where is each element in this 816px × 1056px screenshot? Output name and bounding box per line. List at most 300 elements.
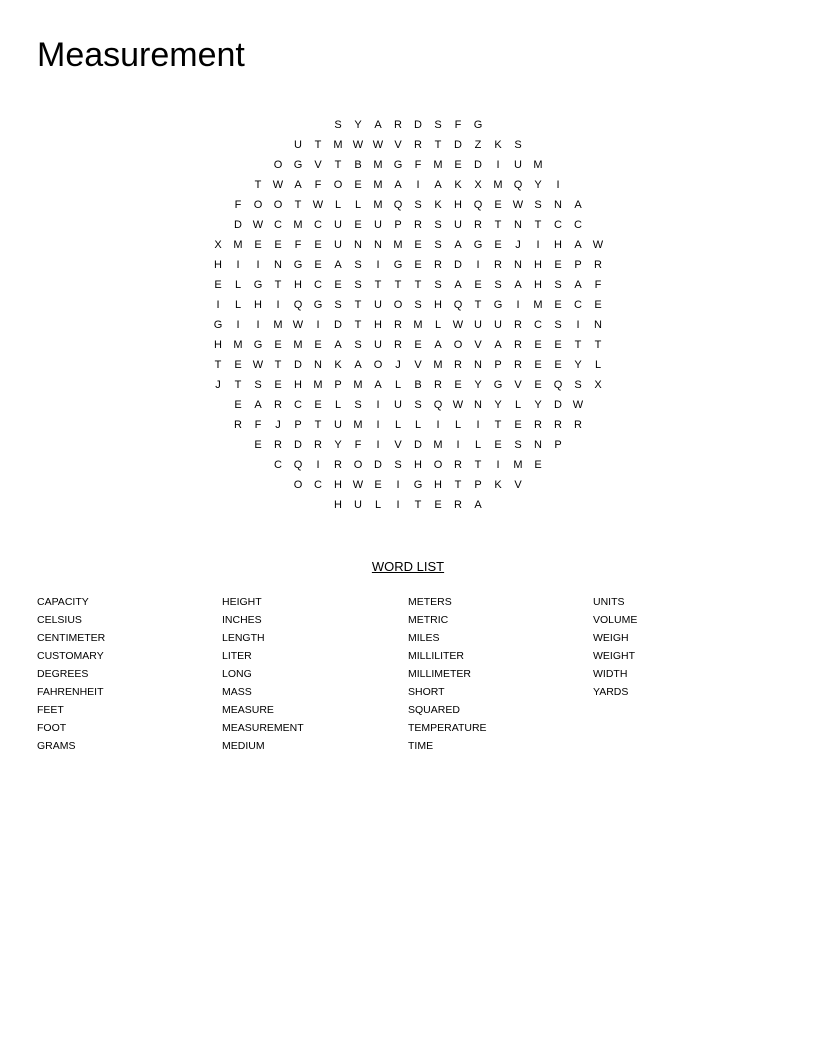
grid-letter: R <box>514 359 522 371</box>
grid-letter: L <box>474 439 482 451</box>
word-list-item: METRIC <box>408 614 449 626</box>
grid-letter: D <box>414 439 422 451</box>
grid-letter: A <box>294 179 302 191</box>
grid-letter: Q <box>453 299 463 311</box>
grid-letter: W <box>572 399 584 411</box>
grid-letter: L <box>234 279 242 291</box>
grid-letter: A <box>334 339 342 351</box>
grid-letter: G <box>253 279 263 291</box>
grid-letter: E <box>594 299 602 311</box>
grid-letter: A <box>574 239 582 251</box>
grid-letter: A <box>514 279 522 291</box>
word-list-column-4 <box>593 593 637 701</box>
word-list-item: SQUARED <box>408 704 460 716</box>
grid-letter: T <box>494 219 502 231</box>
grid-letter: T <box>474 459 482 471</box>
grid-letter: E <box>274 239 282 251</box>
grid-letter: C <box>314 219 322 231</box>
grid-letter: S <box>554 319 562 331</box>
grid-letter: C <box>574 299 582 311</box>
grid-letter: N <box>534 439 542 451</box>
grid-letter: Y <box>334 439 342 451</box>
grid-letter: E <box>554 359 562 371</box>
grid-letter: Q <box>293 459 303 471</box>
grid-letter: F <box>234 199 242 211</box>
grid-letter: M <box>393 239 403 251</box>
grid-letter: O <box>253 199 263 211</box>
grid-letter: W <box>452 319 464 331</box>
grid-letter: O <box>433 459 443 471</box>
grid-letter: S <box>574 379 582 391</box>
grid-letter: T <box>414 499 422 511</box>
word-list-item: MILLILITER <box>408 650 465 662</box>
grid-letter: J <box>515 239 521 251</box>
grid-letter: I <box>476 419 480 431</box>
grid-letter: C <box>314 479 322 491</box>
word-list-item: WIDTH <box>593 668 628 680</box>
grid-letter: E <box>414 339 422 351</box>
grid-letter: D <box>454 259 462 271</box>
grid-letter: Y <box>534 179 542 191</box>
grid-letter: K <box>454 179 462 191</box>
grid-letter: G <box>253 339 263 351</box>
grid-letter: A <box>434 339 442 351</box>
grid-letter: Q <box>473 199 483 211</box>
grid-letter: R <box>514 339 522 351</box>
grid-letter: E <box>494 439 502 451</box>
grid-letter: L <box>234 299 242 311</box>
grid-letter: K <box>494 479 502 491</box>
grid-letter: H <box>534 279 542 291</box>
grid-letter: E <box>554 339 562 351</box>
word-list-item: LENGTH <box>222 632 265 644</box>
grid-letter: D <box>294 359 302 371</box>
grid-letter: H <box>214 339 222 351</box>
grid-letter: F <box>254 419 262 431</box>
grid-letter: M <box>413 319 423 331</box>
grid-letter: A <box>374 119 382 131</box>
grid-letter: M <box>513 459 523 471</box>
grid-letter: R <box>274 399 282 411</box>
grid-letter: H <box>554 239 562 251</box>
word-list-item: FOOT <box>37 722 67 734</box>
grid-letter: L <box>594 359 602 371</box>
grid-letter: R <box>434 379 442 391</box>
grid-letter: S <box>514 139 522 151</box>
grid-letter: T <box>354 319 362 331</box>
grid-letter: K <box>494 139 502 151</box>
grid-letter: E <box>374 479 382 491</box>
grid-letter: S <box>254 379 262 391</box>
grid-letter: I <box>436 419 440 431</box>
grid-letter: E <box>234 359 242 371</box>
grid-letter: A <box>434 179 442 191</box>
grid-letter: M <box>533 299 543 311</box>
grid-letter: S <box>414 399 422 411</box>
word-list-item: SHORT <box>408 686 445 698</box>
grid-letter: H <box>294 279 302 291</box>
grid-letter: C <box>274 219 282 231</box>
grid-letter: M <box>433 359 443 371</box>
grid-letter: R <box>434 259 442 271</box>
grid-letter: G <box>473 119 483 131</box>
grid-letter: V <box>514 479 522 491</box>
grid-letter: G <box>493 299 503 311</box>
grid-letter: M <box>373 179 383 191</box>
grid-letter: O <box>293 479 303 491</box>
grid-letter: E <box>274 339 282 351</box>
grid-letter: O <box>453 339 463 351</box>
grid-letter: C <box>294 399 302 411</box>
grid-letter: D <box>374 459 382 471</box>
word-list-column-2 <box>222 593 304 755</box>
grid-letter: M <box>293 339 303 351</box>
grid-letter: G <box>293 159 303 171</box>
grid-letter: E <box>214 279 222 291</box>
grid-letter: I <box>396 479 400 491</box>
word-list-item: TIME <box>408 740 434 752</box>
grid-letter: L <box>454 419 462 431</box>
grid-letter: L <box>354 199 362 211</box>
grid-letter: G <box>393 259 403 271</box>
grid-letter: Q <box>393 199 403 211</box>
grid-letter: F <box>294 239 302 251</box>
grid-letter: P <box>294 419 302 431</box>
grid-letter: R <box>314 439 322 451</box>
grid-letter: F <box>414 159 422 171</box>
grid-letter: L <box>334 399 342 411</box>
grid-letter: G <box>473 239 483 251</box>
grid-letter: D <box>554 399 562 411</box>
grid-letter: E <box>334 279 342 291</box>
grid-letter: E <box>534 379 542 391</box>
grid-letter: Y <box>574 359 582 371</box>
grid-letter: E <box>314 339 322 351</box>
grid-letter: D <box>454 139 462 151</box>
grid-letter: E <box>534 459 542 471</box>
grid-letter: P <box>394 219 402 231</box>
grid-letter: A <box>354 359 362 371</box>
grid-letter: E <box>534 359 542 371</box>
grid-letter: R <box>534 419 542 431</box>
grid-letter: H <box>434 299 442 311</box>
grid-letter: K <box>334 359 342 371</box>
grid-letter: R <box>234 419 242 431</box>
grid-letter: A <box>574 279 582 291</box>
grid-letter: N <box>374 239 382 251</box>
grid-letter: T <box>374 279 382 291</box>
grid-letter: U <box>494 319 502 331</box>
grid-letter: Z <box>474 139 482 151</box>
word-list-item: MEDIUM <box>222 740 265 752</box>
grid-letter: N <box>474 359 482 371</box>
grid-letter: A <box>454 239 462 251</box>
grid-letter: E <box>254 439 262 451</box>
grid-letter: I <box>256 319 260 331</box>
grid-letter: B <box>354 159 362 171</box>
grid-letter: T <box>474 299 482 311</box>
grid-letter: F <box>354 439 362 451</box>
grid-letter: N <box>354 239 362 251</box>
grid-letter: O <box>393 299 403 311</box>
grid-letter: H <box>534 259 542 271</box>
grid-letter: Q <box>433 399 443 411</box>
grid-letter: F <box>314 179 322 191</box>
grid-letter: D <box>294 439 302 451</box>
word-list-item: VOLUME <box>593 614 638 626</box>
grid-letter: F <box>594 279 602 291</box>
word-list-item: GRAMS <box>37 740 76 752</box>
grid-letter: U <box>374 339 382 351</box>
grid-letter: E <box>234 399 242 411</box>
grid-letter: M <box>373 159 383 171</box>
grid-letter: M <box>353 379 363 391</box>
grid-letter: T <box>574 339 582 351</box>
grid-letter: T <box>434 139 442 151</box>
grid-letter: M <box>373 199 383 211</box>
grid-letter: J <box>215 379 221 391</box>
grid-letter: E <box>514 419 522 431</box>
word-list-item: METERS <box>408 596 452 608</box>
grid-letter: A <box>574 199 582 211</box>
grid-letter: M <box>313 379 323 391</box>
grid-letter: G <box>293 259 303 271</box>
grid-letter: J <box>275 419 281 431</box>
grid-letter: I <box>416 179 420 191</box>
grid-letter: R <box>274 439 282 451</box>
grid-letter: P <box>554 439 562 451</box>
grid-letter: H <box>334 499 342 511</box>
grid-letter: E <box>474 279 482 291</box>
grid-letter: C <box>554 219 562 231</box>
word-list-item: MEASURE <box>222 704 274 716</box>
page-title: Measurement <box>37 36 245 74</box>
grid-letter: Q <box>293 299 303 311</box>
grid-letter: E <box>414 259 422 271</box>
grid-letter: A <box>254 399 262 411</box>
grid-letter: X <box>214 239 222 251</box>
grid-letter: R <box>414 139 422 151</box>
grid-letter: E <box>554 299 562 311</box>
grid-letter: O <box>273 199 283 211</box>
grid-letter: F <box>454 119 462 131</box>
grid-letter: H <box>454 199 462 211</box>
grid-letter: Y <box>474 379 482 391</box>
grid-letter: O <box>353 459 363 471</box>
grid-letter: M <box>433 159 443 171</box>
grid-letter: R <box>494 259 502 271</box>
grid-letter: I <box>276 299 280 311</box>
grid-letter: E <box>254 239 262 251</box>
grid-letter: T <box>274 359 282 371</box>
grid-letter: L <box>514 399 522 411</box>
grid-letter: I <box>536 239 540 251</box>
grid-letter: W <box>292 319 304 331</box>
grid-letter: H <box>414 459 422 471</box>
grid-letter: W <box>252 359 264 371</box>
word-list-item: DEGREES <box>37 668 89 680</box>
grid-letter: P <box>574 259 582 271</box>
word-list-column-1 <box>37 593 105 755</box>
grid-letter: M <box>493 179 503 191</box>
grid-letter: K <box>434 199 442 211</box>
grid-letter: M <box>533 159 543 171</box>
grid-letter: R <box>454 359 462 371</box>
grid-letter: E <box>434 499 442 511</box>
grid-letter: L <box>334 199 342 211</box>
grid-letter: E <box>314 239 322 251</box>
grid-letter: G <box>393 159 403 171</box>
word-list-item: UNITS <box>593 596 625 608</box>
grid-letter: P <box>494 359 502 371</box>
grid-letter: U <box>334 239 342 251</box>
grid-letter: S <box>414 299 422 311</box>
grid-letter: T <box>254 179 262 191</box>
grid-letter: D <box>414 119 422 131</box>
grid-letter: P <box>474 479 482 491</box>
grid-letter: A <box>374 379 382 391</box>
grid-letter: C <box>274 459 282 471</box>
grid-letter: I <box>396 499 400 511</box>
grid-letter: L <box>394 379 402 391</box>
grid-letter: S <box>494 279 502 291</box>
grid-letter: U <box>394 399 402 411</box>
grid-letter: Q <box>513 179 523 191</box>
grid-letter: T <box>214 359 222 371</box>
grid-letter: N <box>514 219 522 231</box>
grid-letter: S <box>334 119 342 131</box>
grid-letter: T <box>294 199 302 211</box>
word-list-item: MILLIMETER <box>408 668 472 680</box>
grid-letter: W <box>272 179 284 191</box>
grid-letter: I <box>516 299 520 311</box>
grid-letter: E <box>534 339 542 351</box>
grid-letter: L <box>414 419 422 431</box>
grid-letter: T <box>334 159 342 171</box>
grid-letter: E <box>414 239 422 251</box>
grid-letter: E <box>454 379 462 391</box>
grid-letter: T <box>414 279 422 291</box>
grid-letter: O <box>373 359 383 371</box>
grid-letter: N <box>474 399 482 411</box>
word-list-item: LONG <box>222 668 252 680</box>
grid-letter: I <box>376 419 380 431</box>
grid-letter: E <box>314 259 322 271</box>
grid-letter: Y <box>494 399 502 411</box>
grid-letter: T <box>494 419 502 431</box>
grid-letter: H <box>374 319 382 331</box>
word-list-item: MEASUREMENT <box>222 722 304 734</box>
grid-letter: L <box>374 499 382 511</box>
word-list-item: WEIGH <box>593 632 629 644</box>
grid-letter: O <box>273 159 283 171</box>
grid-letter: H <box>334 479 342 491</box>
word-list-item: INCHES <box>222 614 262 626</box>
grid-letter: W <box>512 199 524 211</box>
grid-letter: O <box>333 179 343 191</box>
grid-letter: Q <box>553 379 563 391</box>
word-list-item: CUSTOMARY <box>37 650 104 662</box>
word-list-item: MASS <box>222 686 252 698</box>
grid-letter: I <box>496 459 500 471</box>
grid-letter: A <box>474 499 482 511</box>
grid-letter: S <box>434 219 442 231</box>
grid-letter: S <box>434 119 442 131</box>
grid-letter: T <box>274 279 282 291</box>
grid-letter: V <box>474 339 482 351</box>
word-list-item: FAHRENHEIT <box>37 686 104 698</box>
grid-letter: E <box>454 159 462 171</box>
grid-letter: V <box>414 359 422 371</box>
grid-letter: I <box>316 319 320 331</box>
grid-letter: I <box>256 259 260 271</box>
grid-letter: R <box>574 419 582 431</box>
grid-letter: R <box>394 339 402 351</box>
grid-letter: V <box>394 439 402 451</box>
grid-letter: M <box>293 219 303 231</box>
grid-letter: T <box>354 299 362 311</box>
grid-letter: S <box>554 279 562 291</box>
grid-letter: U <box>294 139 302 151</box>
grid-letter: Y <box>354 119 362 131</box>
grid-letter: N <box>314 359 322 371</box>
grid-letter: J <box>395 359 401 371</box>
grid-letter: E <box>494 239 502 251</box>
grid-letter: W <box>592 239 604 251</box>
word-list-item: CELSIUS <box>37 614 82 626</box>
grid-letter: I <box>376 439 380 451</box>
grid-letter: V <box>514 379 522 391</box>
grid-letter: G <box>493 379 503 391</box>
grid-letter: R <box>394 319 402 331</box>
grid-letter: H <box>294 379 302 391</box>
grid-letter: I <box>376 399 380 411</box>
grid-letter: S <box>414 199 422 211</box>
grid-letter: R <box>454 499 462 511</box>
grid-letter: W <box>252 219 264 231</box>
grid-letter: S <box>354 259 362 271</box>
grid-letter: T <box>394 279 402 291</box>
grid-letter: P <box>334 379 342 391</box>
grid-letter: R <box>414 219 422 231</box>
grid-letter: S <box>354 399 362 411</box>
grid-letter: M <box>333 139 343 151</box>
grid-letter: N <box>274 259 282 271</box>
grid-letter: L <box>394 419 402 431</box>
grid-letter: E <box>554 259 562 271</box>
grid-letter: G <box>413 479 423 491</box>
grid-letter: U <box>334 219 342 231</box>
grid-letter: U <box>374 299 382 311</box>
grid-letter: T <box>314 419 322 431</box>
word-list-heading: WORD LIST <box>371 559 445 574</box>
grid-letter: I <box>576 319 580 331</box>
grid-letter: I <box>496 159 500 171</box>
grid-letter: R <box>334 459 342 471</box>
word-search-grid <box>0 0 816 520</box>
grid-letter: I <box>236 319 240 331</box>
word-list-item: CAPACITY <box>37 596 89 608</box>
grid-letter: I <box>476 259 480 271</box>
grid-letter: S <box>354 339 362 351</box>
grid-letter: A <box>494 339 502 351</box>
grid-letter: D <box>334 319 342 331</box>
word-list-item: CENTIMETER <box>37 632 106 644</box>
grid-letter: M <box>233 239 243 251</box>
grid-letter: A <box>334 259 342 271</box>
grid-letter: X <box>474 179 482 191</box>
grid-letter: X <box>594 379 602 391</box>
